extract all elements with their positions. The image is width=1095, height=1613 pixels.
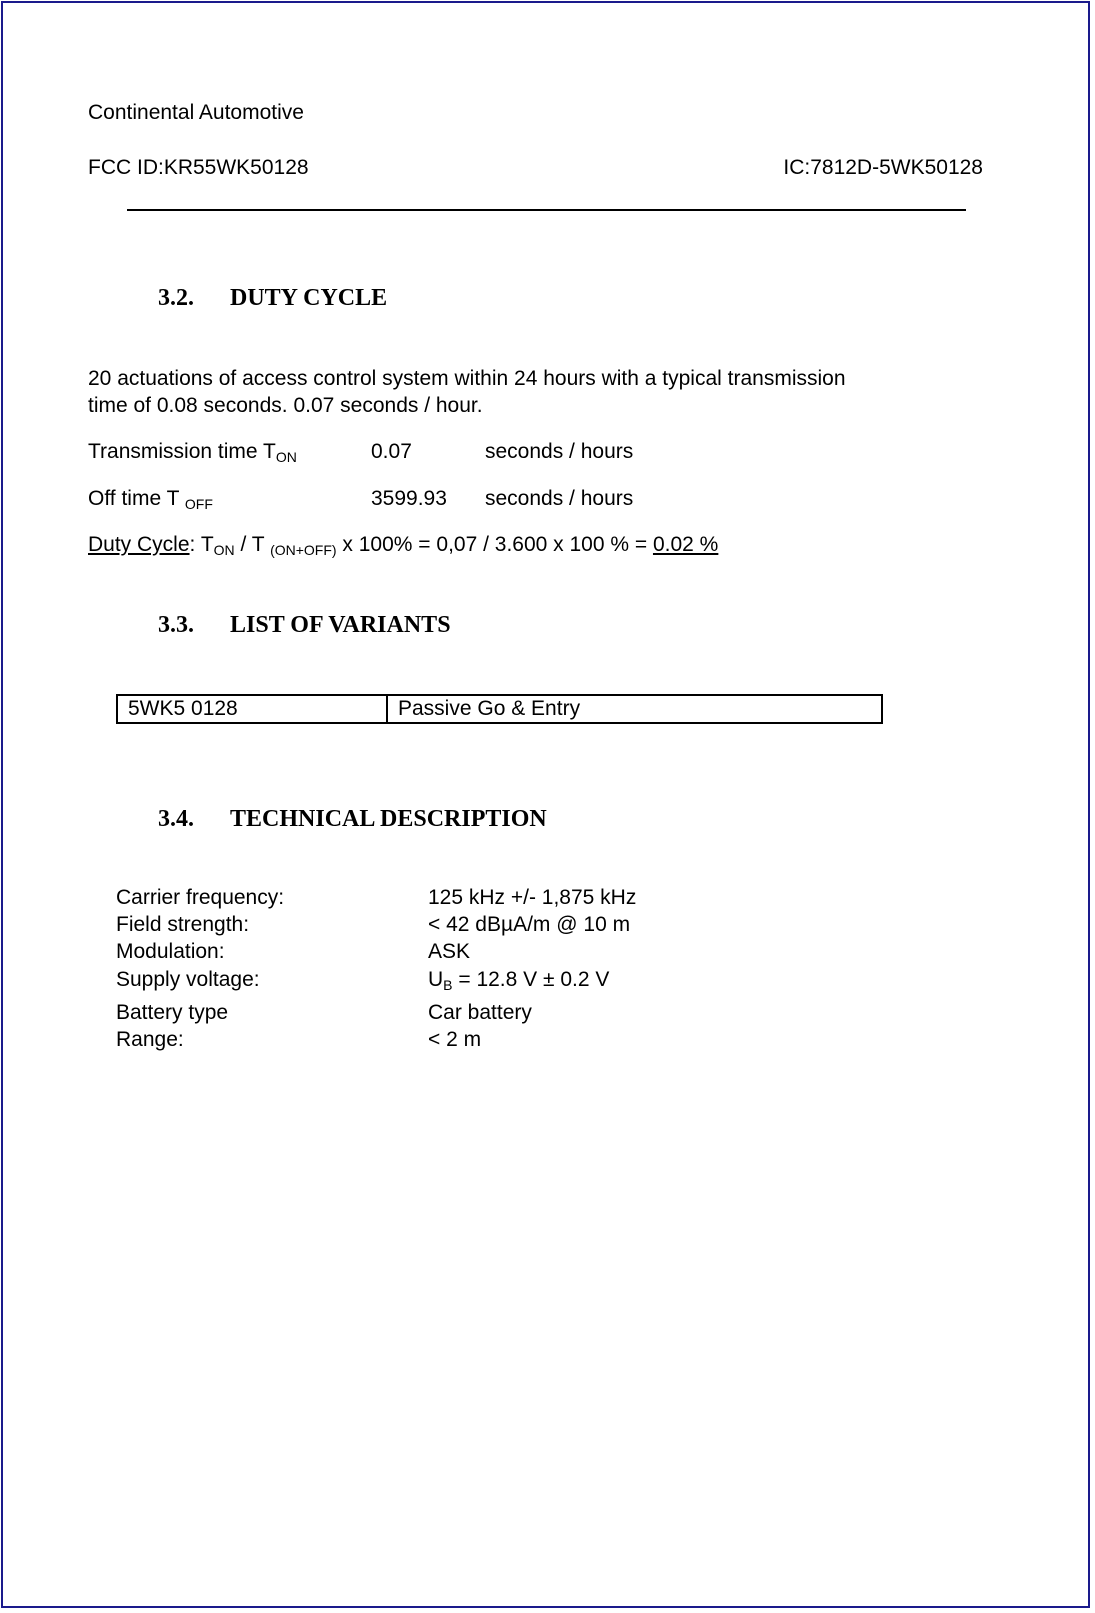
duty-cycle-formula: Duty Cycle: $T_{ON}$ / T $_{(ON+OFF)}$ x 100% = 0,07 / 3.600 x 100 % = 0.02 %: [88, 533, 719, 558]
field-strength-label: Field strength:: [116, 913, 250, 936]
duty-cycle-label: Duty Cycle: [88, 533, 190, 556]
section-number-technical: 3.4.: [158, 806, 194, 832]
section-number-variants: 3.3.: [158, 612, 194, 638]
variants-table: [116, 694, 883, 724]
carrier-frequency-label: Carrier frequency:: [116, 886, 285, 909]
ic-id: IC:7812D-5WK50128: [783, 156, 983, 179]
header-divider: [127, 209, 966, 211]
range-label: Range:: [116, 1028, 184, 1051]
section-number-duty-cycle: 3.2.: [158, 285, 194, 311]
variant-description-cell: Passive Go & Entry: [387, 695, 882, 723]
battery-type-value: Car battery: [428, 1001, 532, 1024]
modulation-label: Modulation:: [116, 940, 225, 963]
range-value: < 2 m: [428, 1028, 482, 1051]
supply-voltage-label: Supply voltage:: [116, 968, 260, 991]
supply-voltage-value: $U_B = 12.8$ V ± 0.2 V: [428, 968, 610, 993]
table-row: [117, 695, 882, 723]
duty-paragraph-line2: time of 0.08 seconds. 0.07 seconds / hour.: [88, 394, 483, 417]
battery-type-label: Battery type: [116, 1001, 229, 1024]
toff-label: Off time T $_{OFF}$: [88, 487, 213, 512]
modulation-value: ASK: [428, 940, 471, 963]
section-title-technical: TECHNICAL DESCRIPTION: [230, 806, 547, 832]
field-strength-value: < 42 dBµA/m @ 10 m: [428, 913, 631, 936]
ton-value: 0.07: [371, 440, 412, 463]
toff-unit: seconds / hours: [485, 487, 634, 510]
toff-value: 3599.93: [371, 487, 447, 510]
section-title-duty-cycle: DUTY CYCLE: [230, 285, 388, 311]
company-name: Continental Automotive: [88, 101, 304, 124]
ton-unit: seconds / hours: [485, 440, 634, 463]
fcc-id: FCC ID:KR55WK50128: [88, 156, 309, 179]
variant-code-cell: 5WK5 0128: [117, 695, 387, 723]
toff-subscript: OFF: [184, 496, 213, 512]
section-title-variants: LIST OF VARIANTS: [230, 612, 451, 638]
duty-cycle-result: 0.02 %: [652, 533, 719, 556]
duty-paragraph-line1: 20 actuations of access control system within 24 hours with a typical transmission: [88, 367, 846, 390]
ton-subscript: ON: [275, 449, 297, 465]
page-border: [1, 1, 1090, 1608]
ton-label: Transmission time $T_{ON}$: [88, 440, 297, 465]
carrier-frequency-value: 125 kHz +/- 1,875 kHz: [428, 886, 637, 909]
